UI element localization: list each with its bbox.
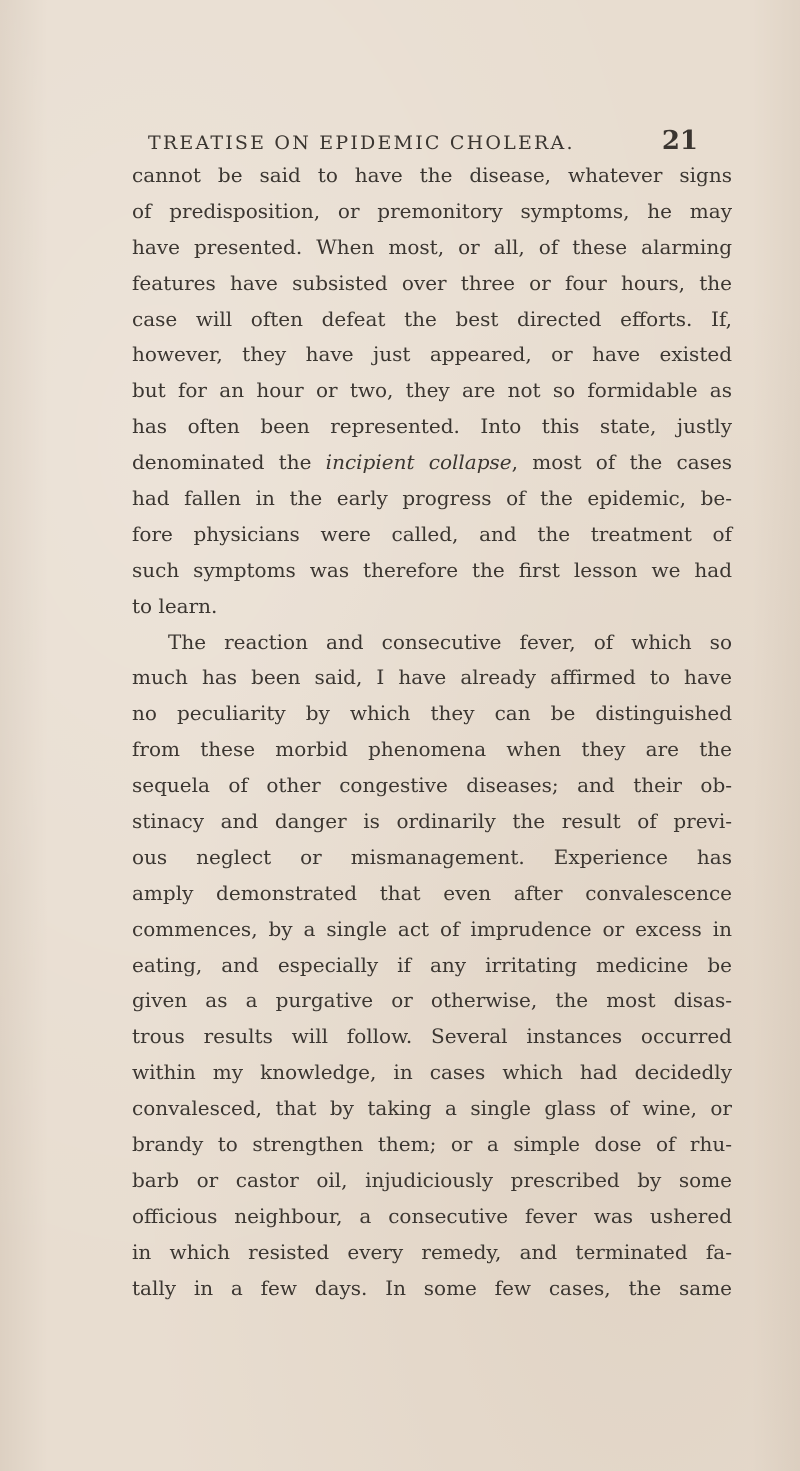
text-line	[132, 445, 732, 481]
text-line: had fallen in the early progress of the epidemic, be-	[132, 486, 732, 511]
text-line: fore physicians were called, and the treatment of	[132, 521, 732, 546]
text-line: stinacy and danger is ordinarily the result of previ-	[132, 809, 732, 834]
italic-term: incipient collapse	[325, 450, 512, 475]
text-line: sequela of other congestive diseases; and their ob-	[132, 773, 732, 798]
text-line: no peculiarity by which they can be distinguished	[132, 701, 732, 726]
text-line: but for an hour or two, they are not so formidable as	[132, 378, 732, 403]
text-line: brandy to strengthen them; or a simple dose of rhu-	[132, 1132, 732, 1157]
text-line: from these morbid phenomena when they are the	[132, 737, 732, 762]
text-line: in which resisted every remedy, and terminated fa-	[132, 1239, 732, 1264]
body-text	[132, 158, 732, 1307]
paragraph	[132, 158, 732, 625]
text-line: such symptoms was therefore the first lesson we had	[132, 557, 732, 582]
text-line: cannot be said to have the disease, whatever signs	[132, 163, 732, 187]
running-head-title: TREATISE ON EPIDEMIC CHOLERA.	[148, 132, 575, 154]
text-line: commences, by a single act of imprudence or excess in	[132, 916, 732, 941]
text-line: of predisposition, or premonitory symptoms, he may	[132, 198, 732, 223]
text-line: case will often defeat the best directed efforts. If,	[132, 306, 732, 331]
text-run: denominated the	[132, 450, 326, 475]
text-line: officious neighbour, a consecutive fever was ushered	[132, 1203, 732, 1228]
text-line: trous results will follow. Several instances occurred	[132, 1024, 732, 1049]
text-line: convalesced, that by taking a single glass of wine, or	[132, 1096, 732, 1121]
text-line: within my knowledge, in cases which had decidedly	[132, 1060, 732, 1085]
text-line: have presented. When most, or all, of these alarming	[132, 234, 732, 259]
text-line: The reaction and consecutive fever, of which so	[168, 629, 732, 654]
text-line: eating, and especially if any irritating medicine be	[132, 952, 732, 977]
text-line: tally in a few days. In some few cases, the same	[132, 1275, 732, 1300]
paragraph	[132, 625, 732, 1307]
text-line: however, they have just appeared, or have existed	[132, 342, 732, 367]
page-number: 21	[661, 126, 698, 156]
text-line: features have subsisted over three or four hours, the	[132, 270, 732, 295]
text-line: has often been represented. Into this state, justly	[132, 414, 732, 439]
text-line: to learn.	[132, 593, 218, 618]
text-line: much has been said, I have already affirmed to have	[132, 665, 732, 690]
text-run: , most of the cases	[511, 450, 733, 475]
text-line: barb or castor oil, injudiciously prescribed by some	[132, 1167, 732, 1192]
text-line: amply demonstrated that even after convalescence	[132, 880, 732, 905]
text-line: given as a purgative or otherwise, the most disas-	[132, 988, 732, 1013]
text-line: ous neglect or mismanagement. Experience has	[132, 844, 732, 869]
